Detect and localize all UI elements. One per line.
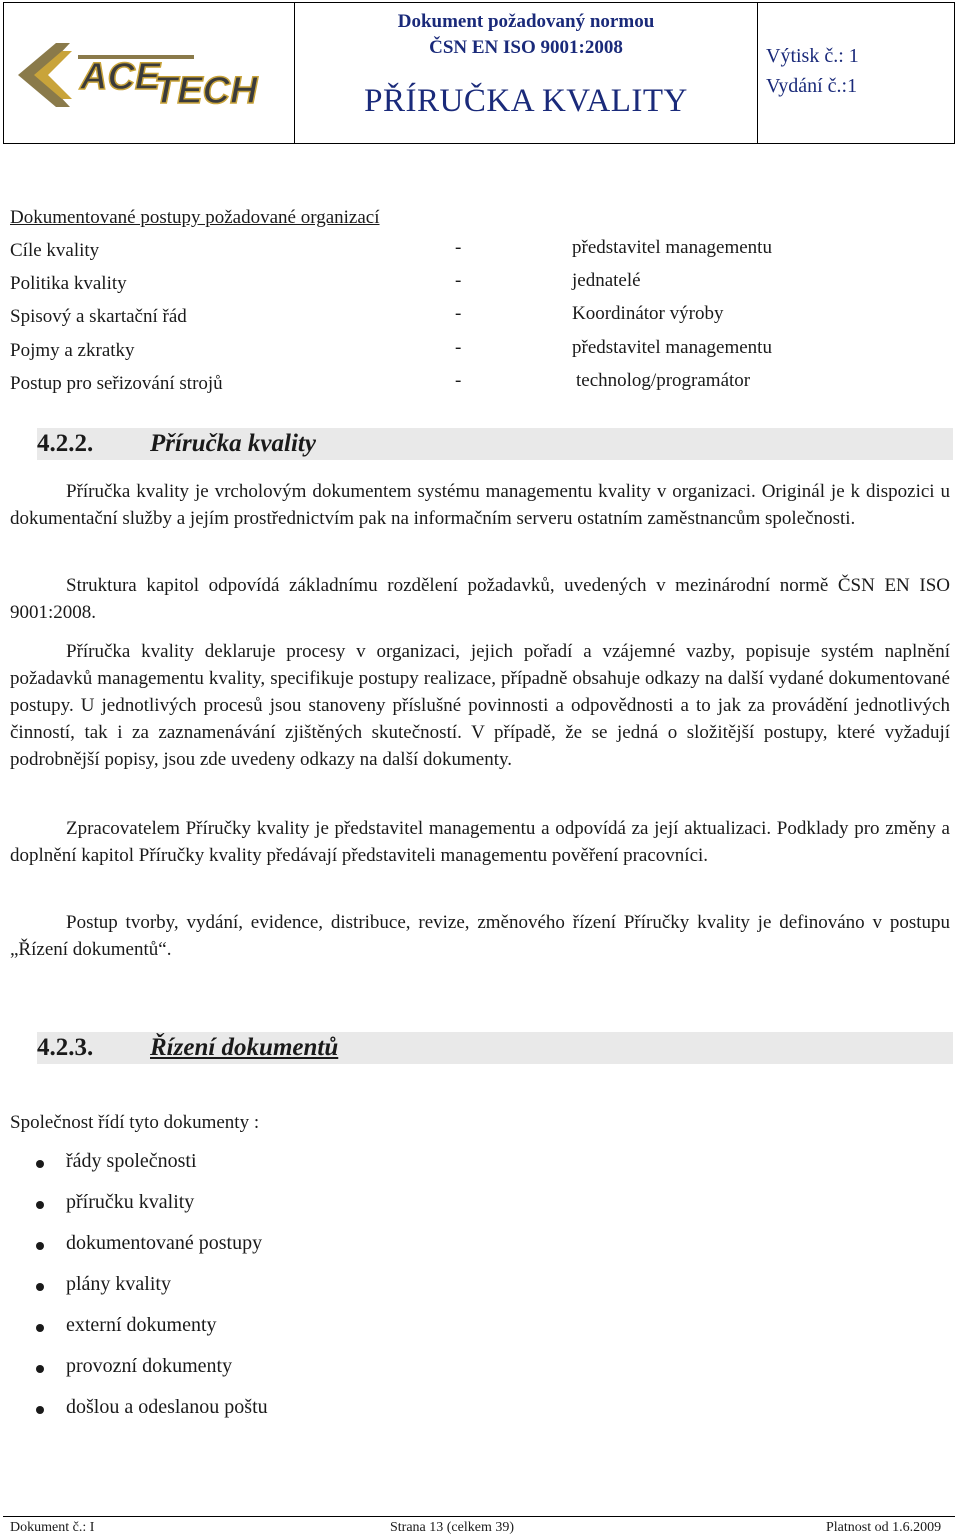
procedure-row-name: Pojmy a zkratky [10, 340, 135, 361]
procedure-row-role: představitel managementu [572, 337, 772, 358]
procedure-row-role: technolog/programátor [576, 370, 751, 391]
procedure-row-name: Politika kvality [10, 273, 127, 294]
list-item [36, 1314, 217, 1337]
list-item [36, 1273, 171, 1296]
procedure-row-name: Postup pro seřizování strojů [10, 373, 223, 394]
section-number: 4.2.3. [37, 1034, 94, 1061]
list-item [36, 1355, 232, 1378]
footer-doc-number: Dokument č.: I [10, 1520, 95, 1535]
svg-text:ACE: ACE [80, 56, 161, 98]
documents-intro: Společnost řídí tyto dokumenty : [10, 1112, 260, 1133]
procedure-row-dash: - [455, 270, 462, 291]
list-item [36, 1150, 197, 1173]
list-item-text: provozní dokumenty [66, 1355, 233, 1377]
procedure-row-name: Spisový a skartační řád [10, 306, 187, 327]
section-heading-422 [37, 428, 953, 460]
procedure-row-role: jednatelé [572, 270, 641, 291]
paragraph: Příručka kvality deklaruje procesy v organizaci, jejich pořadí a vzájemné vazby, popisuje systém naplnění požadavků managementu kvality, specifikuje postupy realizace, případně obsahuje odkazy na další vydané dokumentované postupy. U jednotlivých procesů jsou stanoveny příslušné povinnosti a odpovědnosti a to jak za provádění jednotlivých činností, tak i za zaznamenávání zjištěných skutečností. V případě, že se jedná o složitější postupy, které vyžadují podrobnější popisy, jsou zde uvedeny odkazy na další dokumenty. [10, 641, 950, 770]
list-item [36, 1396, 268, 1419]
list-item-text: dokumentované postupy [66, 1232, 263, 1254]
standard-requirement [295, 9, 757, 61]
list-item-text: externí dokumenty [66, 1314, 217, 1336]
section-number: 4.2.2. [37, 430, 94, 457]
procedure-row-name: Cíle kvality [10, 240, 100, 261]
procedure-row-role: představitel managementu [572, 237, 772, 258]
list-item [36, 1232, 262, 1255]
issue-number: Výtisk č.: 1 [766, 45, 859, 67]
procedure-row-role: Koordinátor výroby [572, 303, 724, 324]
standard-line-1: Dokument požadovaný normou [397, 11, 655, 32]
paragraph: Postup tvorby, vydání, evidence, distribuce, revize, změnového řízení Příručky kvality je definováno v postupu „Řízení dokumentů“. [10, 912, 950, 960]
section-title: Řízení dokumentů [150, 1034, 339, 1061]
issue-cell [758, 3, 954, 143]
paragraph: Zpracovatelem Příručky kvality je představitel managementu a odpovídá za její aktualizaci. Podklady pro změny a doplnění kapitol Příručky kvality předávají představiteli managementu pověření pracovníci. [10, 818, 950, 866]
list-item-text: příručku kvality [66, 1191, 195, 1213]
procedure-row-dash: - [455, 337, 462, 358]
paragraph: Příručka kvality je vrcholovým dokumentem systému managementu kvality v organizaci. Originál je k dispozici u dokumentační služby a jejím prostřednictvím pak na informačním serveru ostatním zaměstnancům společnosti. [10, 481, 950, 529]
svg-text:TECH: TECH [154, 70, 258, 112]
procedures-heading: Dokumentované postupy požadované organizací [10, 207, 380, 228]
section-heading-423 [37, 1032, 953, 1064]
list-item-text: došlou a odeslanou poštu [66, 1396, 268, 1418]
manual-title: PŘÍRUČKA KVALITY [364, 83, 688, 119]
procedure-row-dash: - [455, 303, 462, 324]
footer-page-number: Strana 13 (celkem 39) [390, 1520, 515, 1535]
paragraph: Struktura kapitol odpovídá základnímu rozdělení požadavků, uvedených v mezinárodní normě ČSN EN ISO 9001:2008. [10, 575, 950, 623]
logo-cell [4, 3, 295, 143]
list-item-text: plány kvality [66, 1273, 171, 1295]
edition-number: Vydání č.:1 [766, 75, 858, 97]
section-title: Příručka kvality [150, 430, 316, 457]
list-item [36, 1191, 194, 1214]
procedure-row-dash: - [455, 370, 462, 391]
title-cell [295, 3, 758, 143]
footer-validity: Platnost od 1.6.2009 [826, 1520, 942, 1535]
list-item-text: řády společnosti [66, 1150, 197, 1172]
footer-divider [3, 1516, 955, 1517]
document-header [3, 2, 955, 144]
acetech-logo [12, 31, 272, 116]
procedure-row-dash: - [455, 237, 462, 258]
standard-line-2: ČSN EN ISO 9001:2008 [429, 37, 623, 58]
